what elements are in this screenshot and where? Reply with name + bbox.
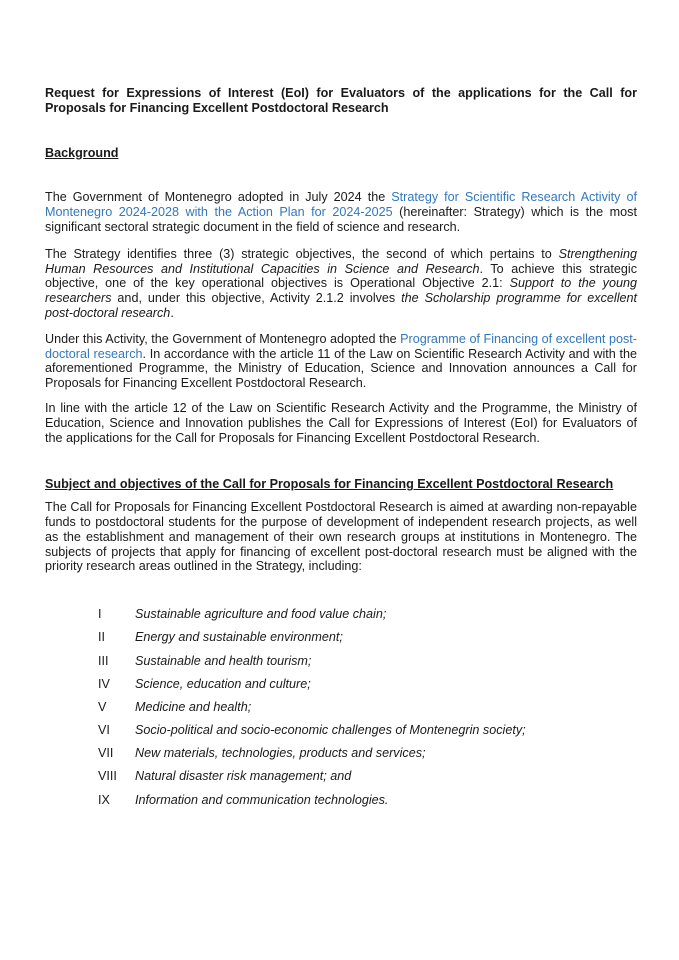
priority-areas-list xyxy=(45,607,637,807)
list-item-text: Socio-political and socio-economic challenges of Montenegrin society; xyxy=(135,723,526,738)
paragraph-text: Under this Activity, the Government of Montenegro adopted the xyxy=(45,331,401,346)
list-item-numeral: I xyxy=(98,607,102,622)
list-item-text: Energy and sustainable environment; xyxy=(135,630,343,645)
list-item-numeral: IX xyxy=(98,792,110,807)
list-item xyxy=(45,769,637,784)
list-item-text: Sustainable agriculture and food value chain; xyxy=(135,607,387,622)
list-item-text: Medicine and health; xyxy=(135,699,252,714)
list-item-numeral: III xyxy=(98,653,109,668)
paragraph-strategic-objectives xyxy=(45,247,637,321)
list-item xyxy=(45,700,637,715)
list-item-text: Science, education and culture; xyxy=(135,676,311,691)
list-item xyxy=(45,654,637,669)
list-item xyxy=(45,793,637,808)
paragraph-text: The Strategy identifies three (3) strategic objectives, the second of which pertains to xyxy=(45,246,559,261)
programme-financing-link[interactable]: Programme of Financing of excellent post-doctoral research xyxy=(45,331,637,361)
italic-operational-objective: Support to the young researchers xyxy=(45,276,637,306)
italic-objective-name: Strengthening Human Resources and Institutional Capacities in Science and Research xyxy=(45,246,637,276)
section-heading-subject-objectives: Subject and objectives of the Call for Proposals for Financing Excellent Postdoctoral Research xyxy=(45,477,614,492)
list-item-text: Sustainable and health tourism; xyxy=(135,653,312,668)
list-item xyxy=(45,607,637,622)
list-item-text: New materials, technologies, products and services; xyxy=(135,746,426,761)
list-item-numeral: VII xyxy=(98,746,114,761)
italic-scholarship-programme: the Scholarship programme for excellent post-doctoral research xyxy=(45,291,637,320)
paragraph-strategy-adoption xyxy=(45,190,637,234)
doc-title: Request for Expressions of Interest (EoI) for Evaluators of the applications for the Call for Proposals for Financing Excellent Postdoctoral Research xyxy=(45,86,637,115)
paragraph-text: The Government of Montenegro adopted in July 2024 the xyxy=(45,190,392,205)
list-item xyxy=(45,746,637,761)
list-item-text: Information and communication technologies. xyxy=(135,792,389,807)
list-item-numeral: VIII xyxy=(98,769,117,784)
paragraph-text: and, under this objective, Activity 2.1.2 involves xyxy=(111,291,402,306)
list-item-numeral: V xyxy=(98,699,107,714)
list-item-text: Natural disaster risk management; and xyxy=(135,769,352,784)
paragraph-text: . In accordance with the article 11 of the Law on Scientific Research Activity and with the aforementioned Programme, the Ministry of Education, Science and Innovation announces a Call for Proposals for Financing Excellent Postdoctoral Research. xyxy=(45,346,637,391)
paragraph-eoi-publication: In line with the article 12 of the Law on Scientific Research Activity and the Programme, the Ministry of Education, Science and Innovation publishes the Call for Expressions of Interest (EoI) for Evaluators of the applications for the Call for Proposals for Financing Excellent Postdoctoral Research. xyxy=(45,400,637,445)
list-item-numeral: II xyxy=(98,630,105,645)
list-item xyxy=(45,630,637,645)
section-heading-background: Background xyxy=(45,145,119,160)
paragraph-call-purpose: The Call for Proposals for Financing Excellent Postdoctoral Research is aimed at awarding non-repayable funds to postdoctoral students for the purpose of development of independent research projects, as well as the establishment and management of their own research groups at institutions in Montenegro. The subjects of projects that apply for financing of excellent post-doctoral research must be aligned with the priority research areas outlined in the Strategy, including: xyxy=(45,500,637,574)
list-item xyxy=(45,677,637,692)
list-item-numeral: VI xyxy=(98,723,110,738)
paragraph-text: . xyxy=(170,305,174,320)
strategy-document-link[interactable]: Strategy for Scientific Research Activity of Montenegro 2024-2028 with the Action Plan for 2024-2025 xyxy=(45,190,637,220)
paragraph-text: (hereinafter: Strategy) which is the most significant sectoral strategic document in the field of science and research. xyxy=(45,205,637,234)
paragraph-programme-adoption xyxy=(45,332,637,391)
list-item xyxy=(45,723,637,738)
paragraph-text: . To achieve this strategic objective, one of the key operational objectives is Operational Objective 2.1: xyxy=(45,261,638,291)
list-item-numeral: IV xyxy=(98,676,110,691)
